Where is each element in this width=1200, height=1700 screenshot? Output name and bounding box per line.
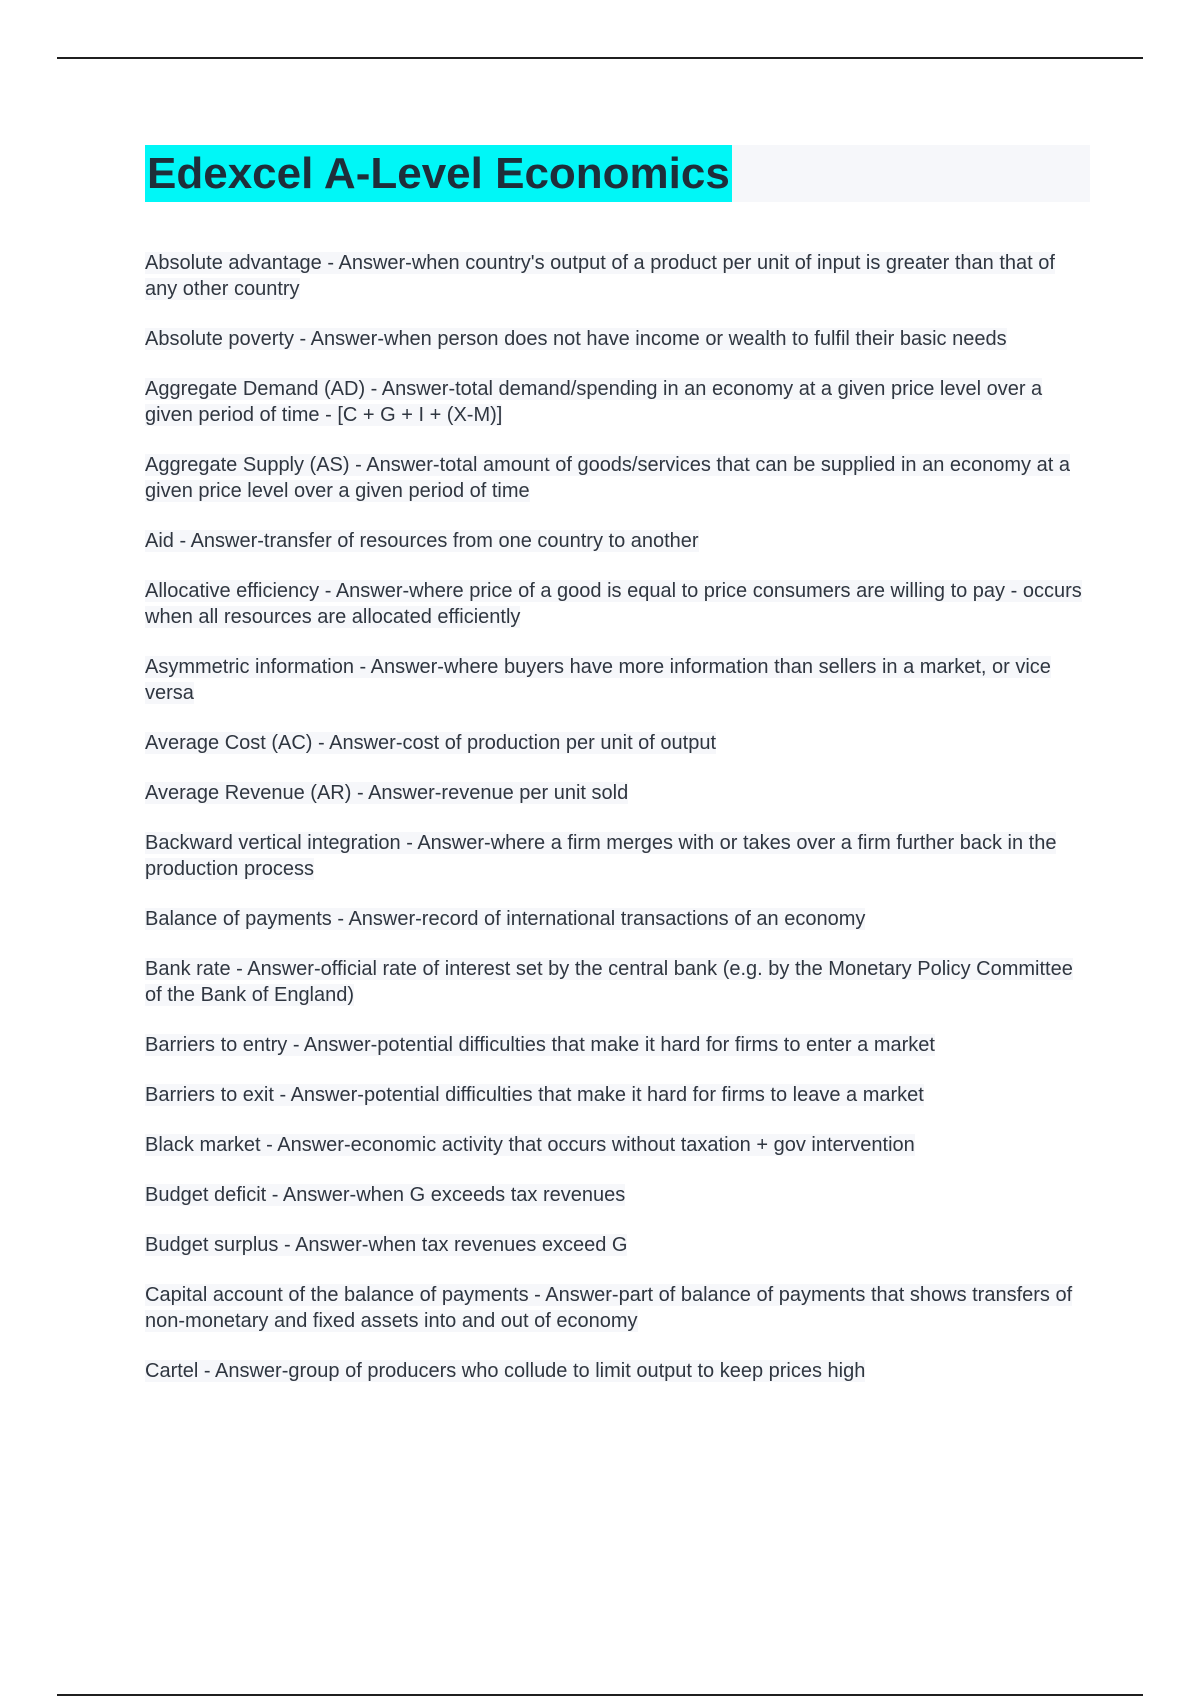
glossary-entry: Allocative efficiency - Answer-where price of a good is equal to price consumers are willing to pay - occurs when all resources are allocated efficiently bbox=[145, 580, 1082, 628]
page-title: Edexcel A-Level Economics bbox=[145, 145, 732, 202]
glossary-entry: Aggregate Demand (AD) - Answer-total demand/spending in an economy at a given price level over a given period of time - [C + G + I + (X-M)] bbox=[145, 378, 1043, 426]
glossary-entry: Asymmetric information - Answer-where buyers have more information than sellers in a market, or vice versa bbox=[145, 656, 1051, 704]
glossary-entry: Budget surplus - Answer-when tax revenues exceed G bbox=[145, 1234, 628, 1256]
glossary-entry: Aggregate Supply (AS) - Answer-total amount of goods/services that can be supplied in an economy at a given price level over a given period of time bbox=[145, 454, 1070, 502]
glossary-entry: Aid - Answer-transfer of resources from one country to another bbox=[145, 530, 699, 552]
bottom-divider bbox=[57, 1694, 1143, 1696]
glossary-entry: Budget deficit - Answer-when G exceeds tax revenues bbox=[145, 1184, 626, 1206]
glossary-entry: Average Revenue (AR) - Answer-revenue per unit sold bbox=[145, 782, 629, 804]
glossary-entry: Absolute advantage - Answer-when country's output of a product per unit of input is greater than that of any other country bbox=[145, 252, 1055, 300]
glossary-entry: Barriers to exit - Answer-potential difficulties that make it hard for firms to leave a market bbox=[145, 1084, 924, 1106]
top-divider bbox=[57, 57, 1143, 59]
glossary-entry: Backward vertical integration - Answer-where a firm merges with or takes over a firm further back in the production process bbox=[145, 832, 1057, 880]
glossary-entry: Capital account of the balance of payments - Answer-part of balance of payments that shows transfers of non-monetary and fixed assets into and out of economy bbox=[145, 1284, 1073, 1332]
glossary-entry: Black market - Answer-economic activity that occurs without taxation + gov intervention bbox=[145, 1134, 915, 1156]
document-body bbox=[145, 145, 1090, 1408]
glossary-entry: Average Cost (AC) - Answer-cost of production per unit of output bbox=[145, 732, 717, 754]
title-band bbox=[145, 145, 1090, 202]
glossary-entry: Barriers to entry - Answer-potential difficulties that make it hard for firms to enter a market bbox=[145, 1034, 935, 1056]
glossary-entry: Balance of payments - Answer-record of international transactions of an economy bbox=[145, 908, 866, 930]
glossary-entry: Cartel - Answer-group of producers who collude to limit output to keep prices high bbox=[145, 1360, 866, 1382]
glossary-entry: Bank rate - Answer-official rate of interest set by the central bank (e.g. by the Monetary Policy Committee of the Bank of England) bbox=[145, 958, 1073, 1006]
glossary-entry: Absolute poverty - Answer-when person does not have income or wealth to fulfil their basic needs bbox=[145, 328, 1007, 350]
